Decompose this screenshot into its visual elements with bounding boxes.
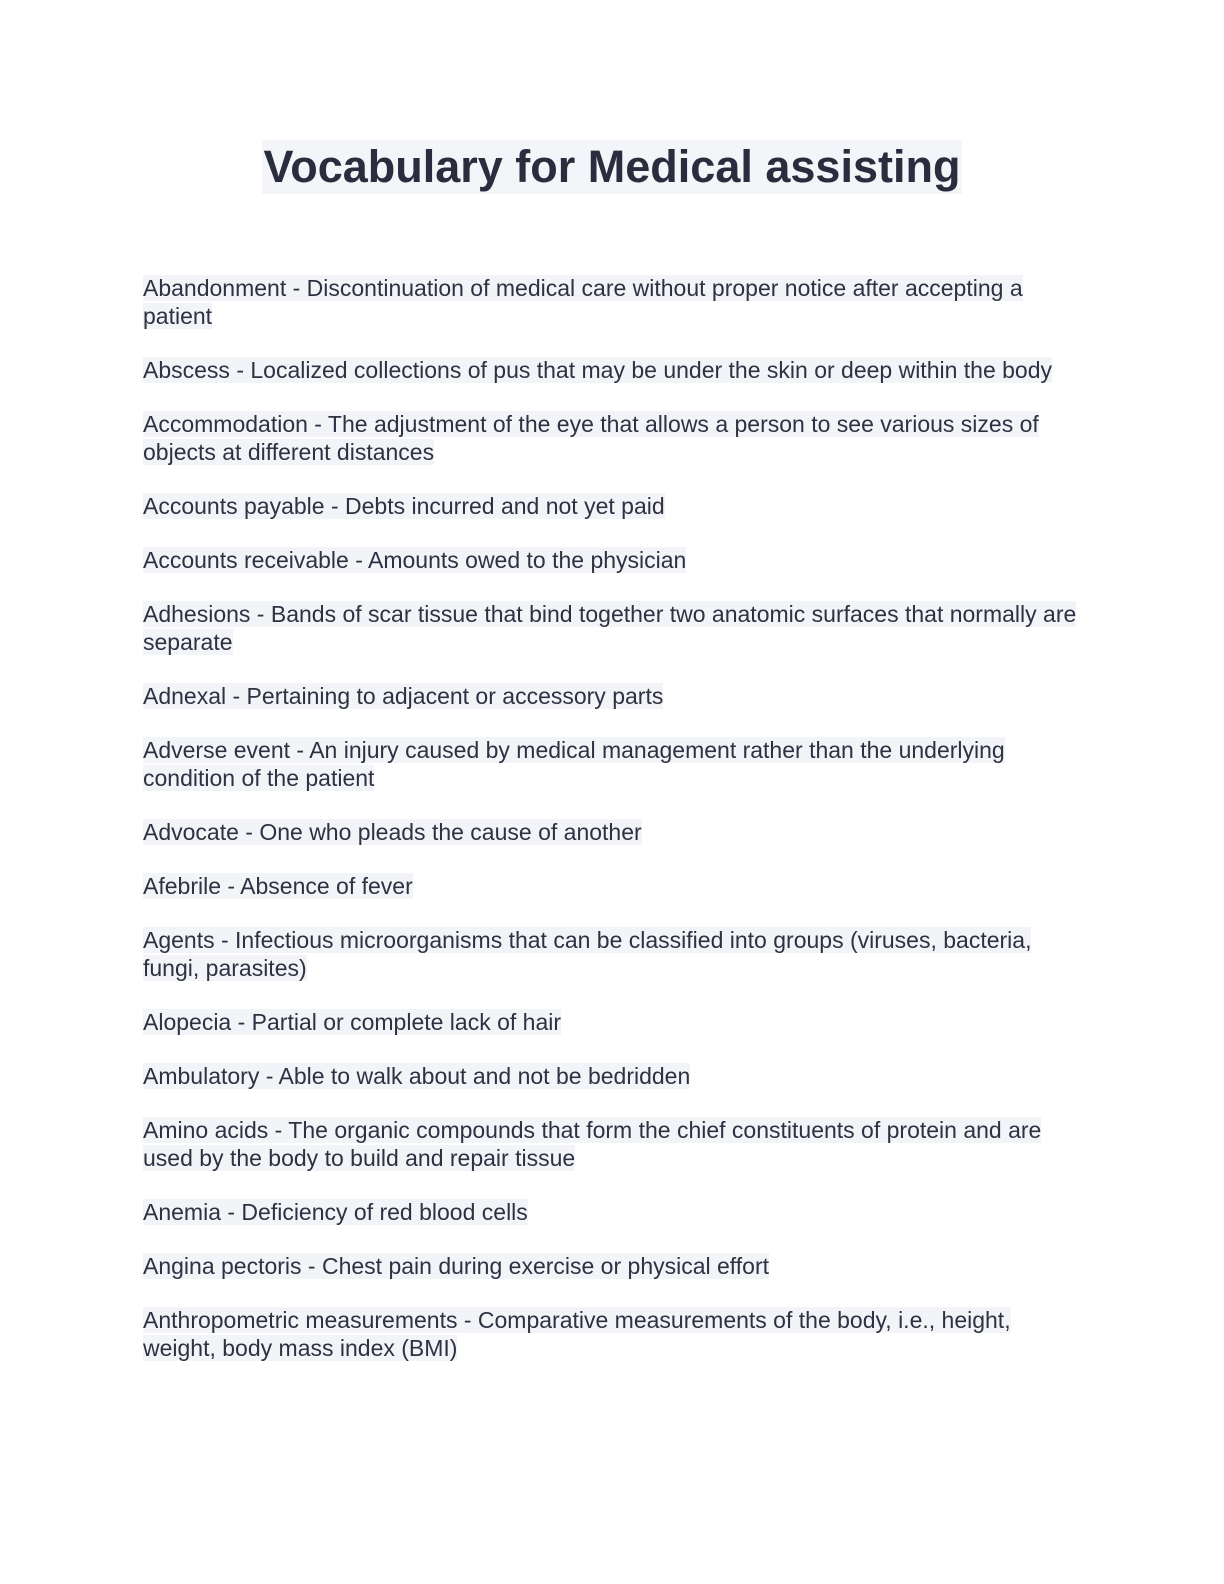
vocabulary-entry-agents: Agents - Infectious microorganisms that can be classified into groups (viruses, bacteria, fungi, parasites) [143,927,1032,981]
vocabulary-entry-alopecia: Alopecia - Partial or complete lack of hair [143,1009,562,1035]
title-container [0,140,1224,194]
vocabulary-entry-adnexal: Adnexal - Pertaining to adjacent or accessory parts [143,683,664,709]
vocabulary-entry-accounts-receivable: Accounts receivable - Amounts owed to the physician [143,547,687,573]
vocabulary-entry-adhesions: Adhesions - Bands of scar tissue that bind together two anatomic surfaces that normally are separate [143,601,1077,655]
vocabulary-entry-advocate: Advocate - One who pleads the cause of another [143,819,642,845]
vocabulary-entry-angina-pectoris: Angina pectoris - Chest pain during exercise or physical effort [143,1253,770,1279]
vocabulary-entry-abscess: Abscess - Localized collections of pus that may be under the skin or deep within the body [143,357,1053,383]
document-title: Vocabulary for Medical assisting [263,141,961,192]
vocabulary-entry-accommodation: Accommodation - The adjustment of the eye that allows a person to see various sizes of objects at different distances [143,411,1039,465]
vocabulary-list [143,274,1078,1388]
vocabulary-entry-abandonment: Abandonment - Discontinuation of medical care without proper notice after accepting a patient [143,275,1023,329]
vocabulary-entry-anthropometric-measurements: Anthropometric measurements - Comparative measurements of the body, i.e., height, weight, body mass index (BMI) [143,1307,1011,1361]
vocabulary-entry-accounts-payable: Accounts payable - Debts incurred and not yet paid [143,493,665,519]
vocabulary-entry-adverse-event: Adverse event - An injury caused by medical management rather than the underlying condition of the patient [143,737,1005,791]
vocabulary-entry-amino-acids: Amino acids - The organic compounds that form the chief constituents of protein and are used by the body to build and repair tissue [143,1117,1042,1171]
vocabulary-entry-afebrile: Afebrile - Absence of fever [143,873,413,899]
vocabulary-entry-anemia: Anemia - Deficiency of red blood cells [143,1199,528,1225]
vocabulary-entry-ambulatory: Ambulatory - Able to walk about and not be bedridden [143,1063,691,1089]
